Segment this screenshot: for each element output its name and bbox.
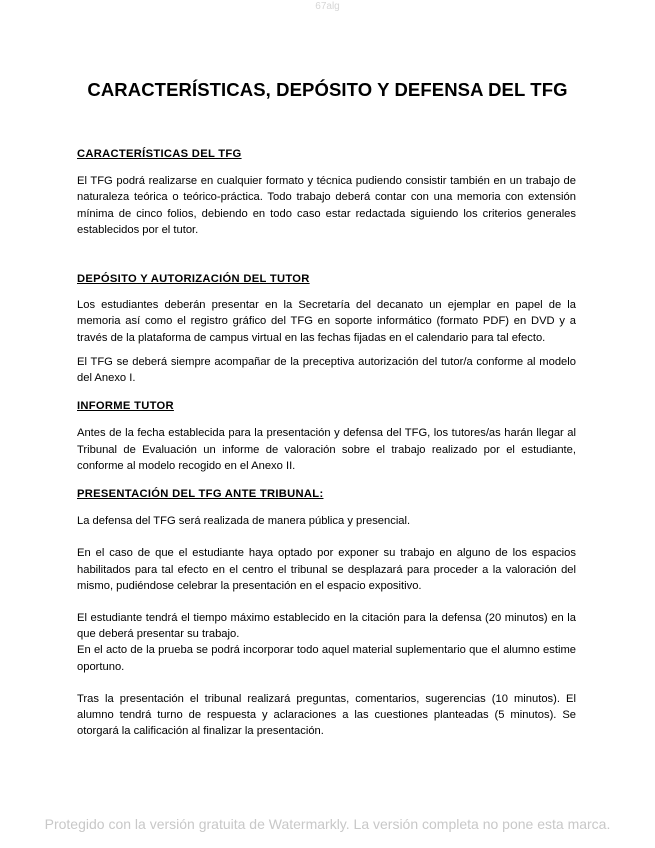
section-heading-deposito: DEPÓSITO Y AUTORIZACIÓN DEL TUTOR	[77, 273, 310, 286]
paragraph-deposito-1: Los estudiantes deberán presentar en la Secretaría del decanato un ejemplar en papel de la memoria así como el registro gráfico del TFG en soporte informático (formato PDF) en DVD y a través de la plataforma de campus virtual en las fechas fijadas en el calendario para tal efecto.	[77, 299, 576, 344]
section-heading-caracteristicas: CARACTERÍSTICAS DEL TFG	[77, 148, 242, 160]
paragraph-caracteristicas-1: El TFG podrá realizarse en cualquier formato y técnica pudiendo consistir también en un trabajo de naturaleza teórica o teórico-práctica. Todo trabajo deberá contar con una memoria con extensión mínima de cinco folios, debiendo en todo caso estar redactada siguiendo los criterios generales establecidos por el tutor.	[77, 175, 576, 236]
paragraph-presentacion-5: Tras la presentación el tribunal realizará preguntas, comentarios, sugerencias (10 minutos). El alumno tendrá turno de respuesta y aclaraciones a las cuestiones planteadas (5 minutos). Se otorgará la calificación al finalizar la presentación.	[77, 692, 576, 738]
paragraph-presentacion-2: En el caso de que el estudiante haya optado por exponer su trabajo en alguno de los espacios habilitados para tal efecto en el centro el tribunal se desplazará para proceder a la valoración del mismo, pudiéndose celebrar la presentación en el espacio expositivo.	[77, 547, 576, 592]
paragraph-deposito-2: El TFG se deberá siempre acompañar de la preceptiva autorización del tutor/a conforme al modelo del Anexo I.	[77, 355, 576, 385]
watermark-notice: Protegido con la versión gratuita de Watermarkly. La versión completa no pone esta marca.	[44, 816, 611, 832]
paragraph-presentacion-1: La defensa del TFG será realizada de manera pública y presencial.	[77, 515, 411, 528]
section-heading-presentacion: PRESENTACIÓN DEL TFG ANTE TRIBUNAL:	[77, 488, 324, 501]
paragraph-informe-1: Antes de la fecha establecida para la presentación y defensa del TFG, los tutores/as harán llegar al Tribunal de Evaluación un informe de valoración sobre el trabajo realizado por el estudiante, conforme al modelo recogido en el Anexo II.	[77, 427, 576, 472]
document-title: CARACTERÍSTICAS, DEPÓSITO Y DEFENSA DEL TFG	[87, 79, 568, 100]
page-number: 67alg	[315, 1, 340, 12]
section-heading-informe: INFORME TUTOR	[77, 400, 174, 413]
paragraph-presentacion-3: El estudiante tendrá el tiempo máximo establecido en la citación para la defensa (20 minutos) en la que deberá presentar su trabajo.	[77, 612, 576, 641]
paragraph-presentacion-4: En el acto de la prueba se podrá incorporar todo aquel material suplementario que el alumno estime oportuno.	[77, 644, 576, 673]
document-body	[77, 146, 576, 739]
